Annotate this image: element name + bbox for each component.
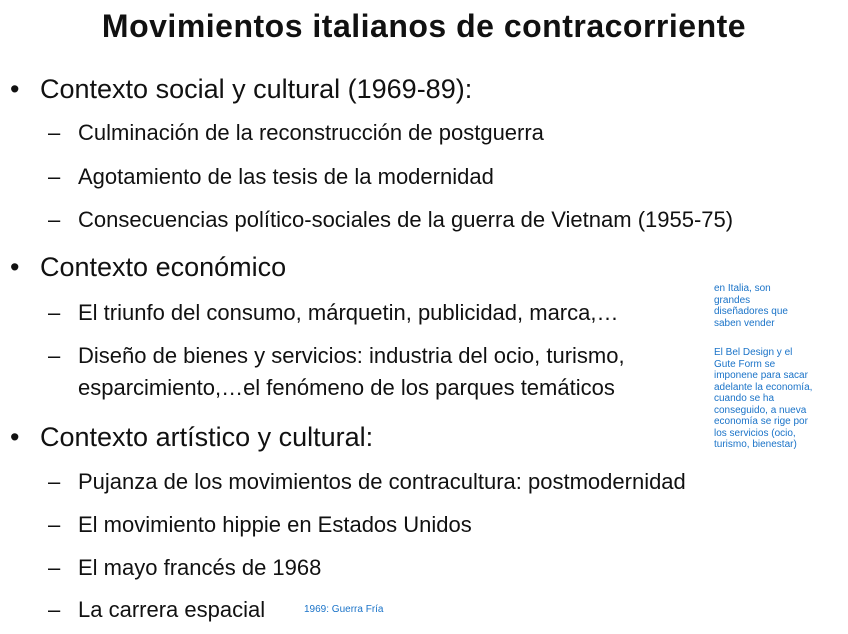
dash-marker: –: [48, 555, 61, 580]
dash-marker: –: [48, 207, 61, 232]
list-item-continuation: esparcimiento,…el fenómeno de los parques temáticos: [78, 375, 615, 400]
note-line: los servicios (ocio,: [714, 427, 796, 439]
list-item: El movimiento hippie en Estados Unidos: [78, 512, 472, 537]
note-line: turismo, bienestar): [714, 439, 797, 450]
note-line: en Italia, son: [714, 283, 771, 294]
note-line: economía se rige por: [714, 416, 808, 427]
section-heading-economic: Contexto económico: [40, 252, 287, 282]
note-line: cuando se ha: [714, 393, 775, 404]
slide-title: Movimientos italianos de contracorriente: [101, 8, 747, 44]
dash-marker: –: [48, 343, 61, 368]
note-line: conseguido, a nueva: [714, 404, 807, 416]
note-line: Gute Form se: [714, 358, 776, 370]
bullet-marker: •: [10, 74, 20, 104]
list-item: Agotamiento de las tesis de la modernidad: [78, 164, 494, 189]
note-line: diseñadores que: [714, 306, 788, 317]
dash-marker: –: [48, 164, 61, 189]
side-note-italia: [714, 283, 788, 329]
list-item: Culminación de la reconstrucción de postguerra: [78, 120, 544, 145]
section-heading-social: Contexto social y cultural (1969-89):: [40, 74, 473, 104]
list-item: El triunfo del consumo, márquetin, publicidad, marca,…: [78, 300, 619, 325]
list-item: El mayo francés de 1968: [78, 555, 322, 580]
list-item: Consecuencias político-sociales de la guerra de Vietnam (1955-75): [78, 207, 734, 232]
note-line: adelante la economía,: [714, 381, 813, 393]
section-heading-artistic: Contexto artístico y cultural:: [40, 422, 374, 452]
dash-marker: –: [48, 120, 61, 145]
note-line: imponene para sacar: [714, 370, 808, 381]
bullet-marker: •: [10, 422, 20, 452]
list-item: Pujanza de los movimientos de contracultura: postmodernidad: [78, 469, 686, 494]
dash-marker: –: [48, 469, 61, 494]
list-item: La carrera espacial: [78, 597, 266, 622]
dash-marker: –: [48, 512, 61, 537]
side-note-bel-design: [714, 347, 812, 451]
note-line: saben vender: [714, 317, 775, 329]
bullet-marker: •: [10, 252, 20, 282]
inline-annotation: 1969: Guerra Fría: [304, 604, 384, 615]
list-item: Diseño de bienes y servicios: industria del ocio, turismo,: [78, 343, 625, 368]
dash-marker: –: [48, 300, 61, 325]
note-line: El Bel Design y el: [714, 347, 793, 358]
note-line: grandes: [714, 294, 751, 306]
dash-marker: –: [48, 597, 61, 622]
